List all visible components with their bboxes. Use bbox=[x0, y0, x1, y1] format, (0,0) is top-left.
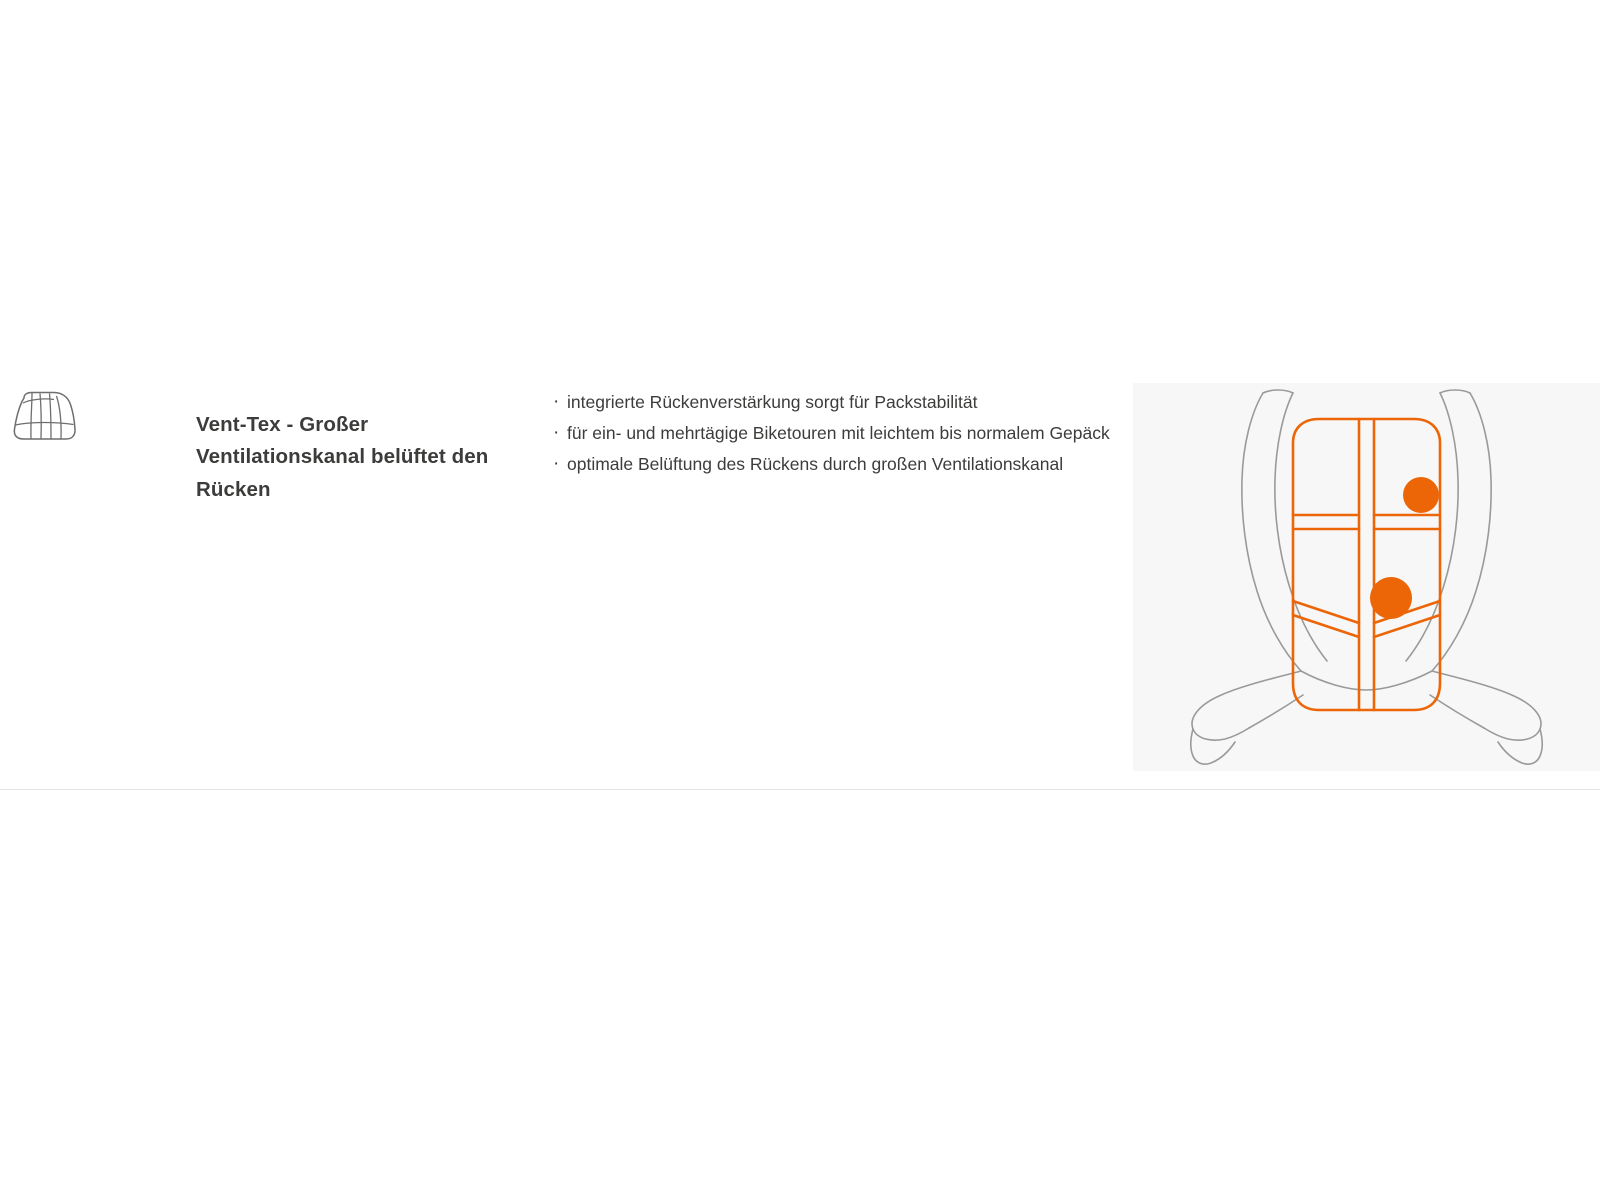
list-item: · integrierte Rückenverstärkung sorgt für Packstabilität bbox=[553, 387, 1113, 418]
section-divider bbox=[0, 789, 1600, 790]
list-item: · für ein- und mehrtägige Biketouren mit leichtem bis normalem Gepäck bbox=[553, 418, 1113, 449]
feature-title: Vent-Tex - Großer Ventilationskanal belüftet den Rücken bbox=[196, 412, 489, 501]
accent-dot-lower bbox=[1370, 577, 1412, 619]
backpack-harness-ventilation-diagram bbox=[1133, 383, 1600, 771]
backpack-outline-icon bbox=[10, 391, 80, 453]
feature-block bbox=[0, 383, 1600, 789]
feature-bullet-list bbox=[553, 387, 1113, 480]
list-item: · optimale Belüftung des Rückens durch großen Ventilationskanal bbox=[553, 449, 1113, 480]
accent-dot-upper bbox=[1403, 477, 1439, 513]
